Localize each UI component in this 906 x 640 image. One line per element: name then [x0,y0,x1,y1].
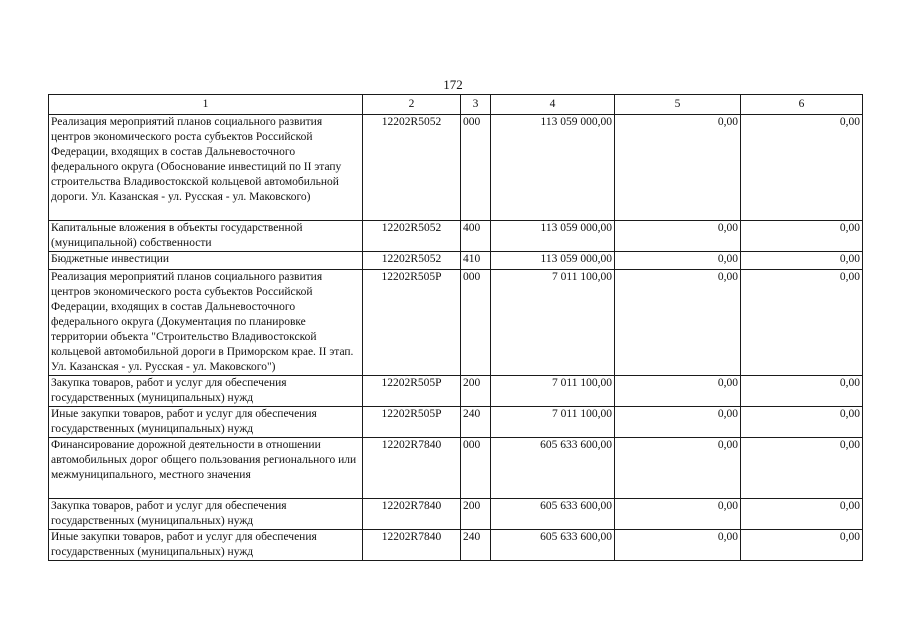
row-amount-col5: 0,00 [615,270,741,376]
row-code: 12202R5052 [363,252,461,270]
row-amount-col6: 0,00 [741,376,863,407]
row-name: Иные закупки товаров, работ и услуг для обеспечения государственных (муниципальных) нужд [49,530,363,561]
table-row [49,115,863,221]
row-code: 12202R505P [363,407,461,438]
table-row [49,407,863,438]
table-header-row [49,95,863,115]
row-type: 200 [461,499,491,530]
table-row [49,499,863,530]
row-type: 000 [461,438,491,499]
row-amount-col6: 0,00 [741,499,863,530]
row-amount-col5: 0,00 [615,221,741,252]
row-amount-col6: 0,00 [741,115,863,221]
row-type: 000 [461,115,491,221]
row-type: 200 [461,376,491,407]
row-code: 12202R5052 [363,221,461,252]
row-amount-col4: 7 011 100,00 [491,270,615,376]
table-row [49,376,863,407]
table-row [49,221,863,252]
row-amount-col4: 113 059 000,00 [491,252,615,270]
row-code: 12202R5052 [363,115,461,221]
row-amount-col4: 113 059 000,00 [491,115,615,221]
row-code: 12202R7840 [363,499,461,530]
row-amount-col5: 0,00 [615,407,741,438]
budget-table [48,94,863,561]
row-type: 400 [461,221,491,252]
row-amount-col6: 0,00 [741,530,863,561]
column-header: 6 [741,95,863,115]
row-name: Иные закупки товаров, работ и услуг для обеспечения государственных (муниципальных) нужд [49,407,363,438]
row-name: Финансирование дорожной деятельности в отношении автомобильных дорог общего пользования регионального или межмуниципального, местного значения [49,438,363,499]
row-amount-col4: 605 633 600,00 [491,499,615,530]
row-type: 410 [461,252,491,270]
row-amount-col5: 0,00 [615,530,741,561]
row-code: 12202R505P [363,270,461,376]
row-amount-col6: 0,00 [741,270,863,376]
row-amount-col5: 0,00 [615,252,741,270]
row-amount-col4: 7 011 100,00 [491,407,615,438]
row-type: 240 [461,530,491,561]
row-amount-col4: 605 633 600,00 [491,438,615,499]
row-code: 12202R505P [363,376,461,407]
column-header: 5 [615,95,741,115]
row-amount-col5: 0,00 [615,115,741,221]
row-amount-col5: 0,00 [615,499,741,530]
row-amount-col6: 0,00 [741,252,863,270]
row-code: 12202R7840 [363,438,461,499]
row-name: Реализация мероприятий планов социального развития центров экономического роста субъектов Российской Федерации, входящих в состав Дальневосточного федерального округа (Обоснование инвестиций по II этапу строительства Владивостокской кольцевой автомобильной дороги. Ул. Казанская - ул. Русская - ул. Маковского) [49,115,363,221]
row-name: Капитальные вложения в объекты государственной (муниципальной) собственности [49,221,363,252]
row-amount-col4: 7 011 100,00 [491,376,615,407]
row-code: 12202R7840 [363,530,461,561]
column-header: 3 [461,95,491,115]
row-amount-col6: 0,00 [741,438,863,499]
page-number: 172 [443,77,463,92]
row-name: Закупка товаров, работ и услуг для обеспечения государственных (муниципальных) нужд [49,376,363,407]
column-header: 2 [363,95,461,115]
row-name: Бюджетные инвестиции [49,252,363,270]
row-amount-col6: 0,00 [741,407,863,438]
row-type: 000 [461,270,491,376]
column-header: 4 [491,95,615,115]
table-row [49,252,863,270]
row-amount-col4: 605 633 600,00 [491,530,615,561]
table-row [49,270,863,376]
column-header: 1 [49,95,363,115]
row-amount-col5: 0,00 [615,438,741,499]
row-name: Реализация мероприятий планов социального развития центров экономического роста субъектов Российской Федерации, входящих в состав Дальневосточного федерального округа (Документация по планировке территории объекта "Строительство Владивостокской кольцевой автомобильной дороги в Приморском крае. II этап. Ул. Казанская - ул. Русская - ул. Маковского") [49,270,363,376]
row-name: Закупка товаров, работ и услуг для обеспечения государственных (муниципальных) нужд [49,499,363,530]
table-row [49,438,863,499]
row-amount-col6: 0,00 [741,221,863,252]
table-row [49,530,863,561]
row-amount-col5: 0,00 [615,376,741,407]
row-amount-col4: 113 059 000,00 [491,221,615,252]
row-type: 240 [461,407,491,438]
